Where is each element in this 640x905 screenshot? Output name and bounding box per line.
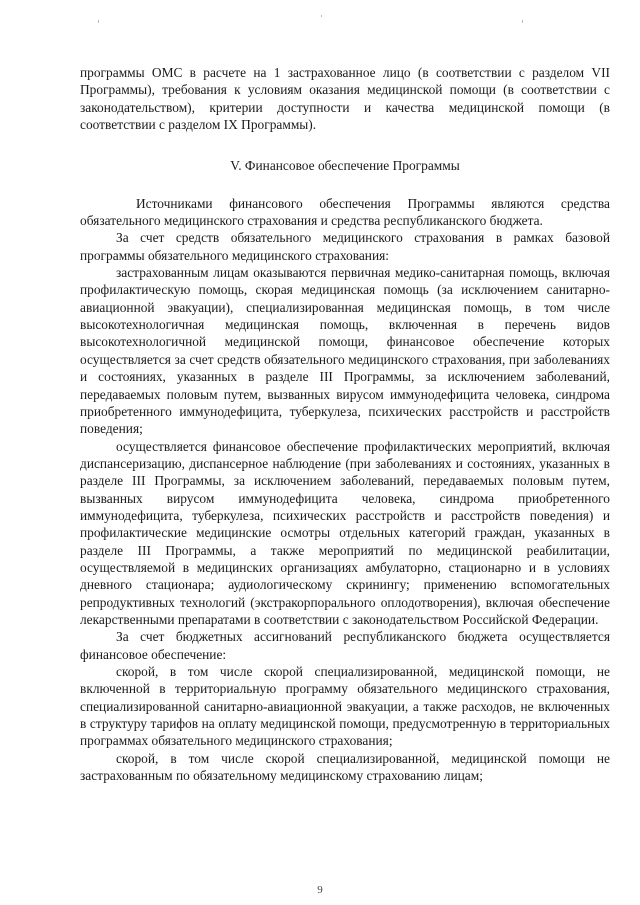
scan-speck: [98, 20, 99, 23]
document-body: [80, 64, 610, 784]
section-heading: V. Финансовое обеспечение Программы: [230, 158, 460, 174]
scan-speck: [321, 15, 322, 17]
body-paragraph: осуществляется финансовое обеспечение профилактических мероприятий, включая диспансеризацию, диспансерное наблюдение (при заболеваниях и состояниях, указанных в разделе III Программы, за исключением заболеваний, передаваемых половым путем, вызванных вирусом иммунодефицита человека, синдрома приобретенного иммунодефицита, туберкулеза, психических расстройств и расстройств поведения) и профилактические медицинские осмотры отдельных категорий граждан, указанных в разделе III Программы, а также мероприятий по медицинской реабилитации, осуществляемой в медицинских организациях амбулаторно, стационарно и в условиях дневного стационара; аудиологическому скринингу; применению вспомогательных репродуктивных технологий (экстракорпорального оплодотворения), включая обеспечение лекарственными препаратами в соответствии с законодательством Российской Федерации.: [80, 438, 610, 627]
scan-speck: [522, 20, 523, 23]
body-paragraph: скорой, в том числе скорой специализированной, медицинской помощи не застрахованным по обязательному медицинскому страхованию лицам;: [80, 750, 610, 784]
body-paragraph: застрахованным лицам оказываются первичная медико-санитарная помощь, включая профилактическую помощь, скорая медицинская помощь (за исключением санитарно-авиационной эвакуации), специализированная медицинская помощь, в том числе высокотехнологичная медицинская помощь, включенная в перечень видов высокотехнологичной медицинской помощи, финансовое обеспечение которых осуществляется за счет средств обязательного медицинского страхования, при заболеваниях и состояниях, указанных в разделе III Программы, за исключением заболеваний, передаваемых половым путем, вызванных вирусом иммунодефицита человека, синдрома приобретенного иммунодефицита, туберкулеза, психических расстройств и расстройств поведения;: [80, 265, 610, 437]
page-number: 9: [317, 884, 323, 896]
body-paragraph: За счет бюджетных ассигнований республиканского бюджета осуществляется финансовое обеспечение:: [80, 629, 610, 662]
body-paragraph: скорой, в том числе скорой специализированной, медицинской помощи, не включенной в территориальную программу обязательного медицинского страхования, специализированной санитарно-авиационной эвакуации, а также расходов, не включенных в структуру тарифов на оплату медицинской помощи, предусмотренную в территориальных программах обязательного медицинского страхования;: [80, 664, 610, 749]
body-paragraph: Источниками финансового обеспечения Программы являются средства обязательного медицинского страхования и средства республиканского бюджета.: [80, 195, 610, 229]
body-paragraph: За счет средств обязательного медицинского страхования в рамках базовой программы обязательного медицинского страхования:: [80, 230, 610, 263]
intro-paragraph: программы ОМС в расчете на 1 застрахованное лицо (в соответствии с разделом VII Программы), требования к условиям оказания медицинской помощи (в соответствии с законодательством), критерии доступности и качества медицинской помощи (в соответствии с разделом IX Программы).: [80, 65, 610, 133]
